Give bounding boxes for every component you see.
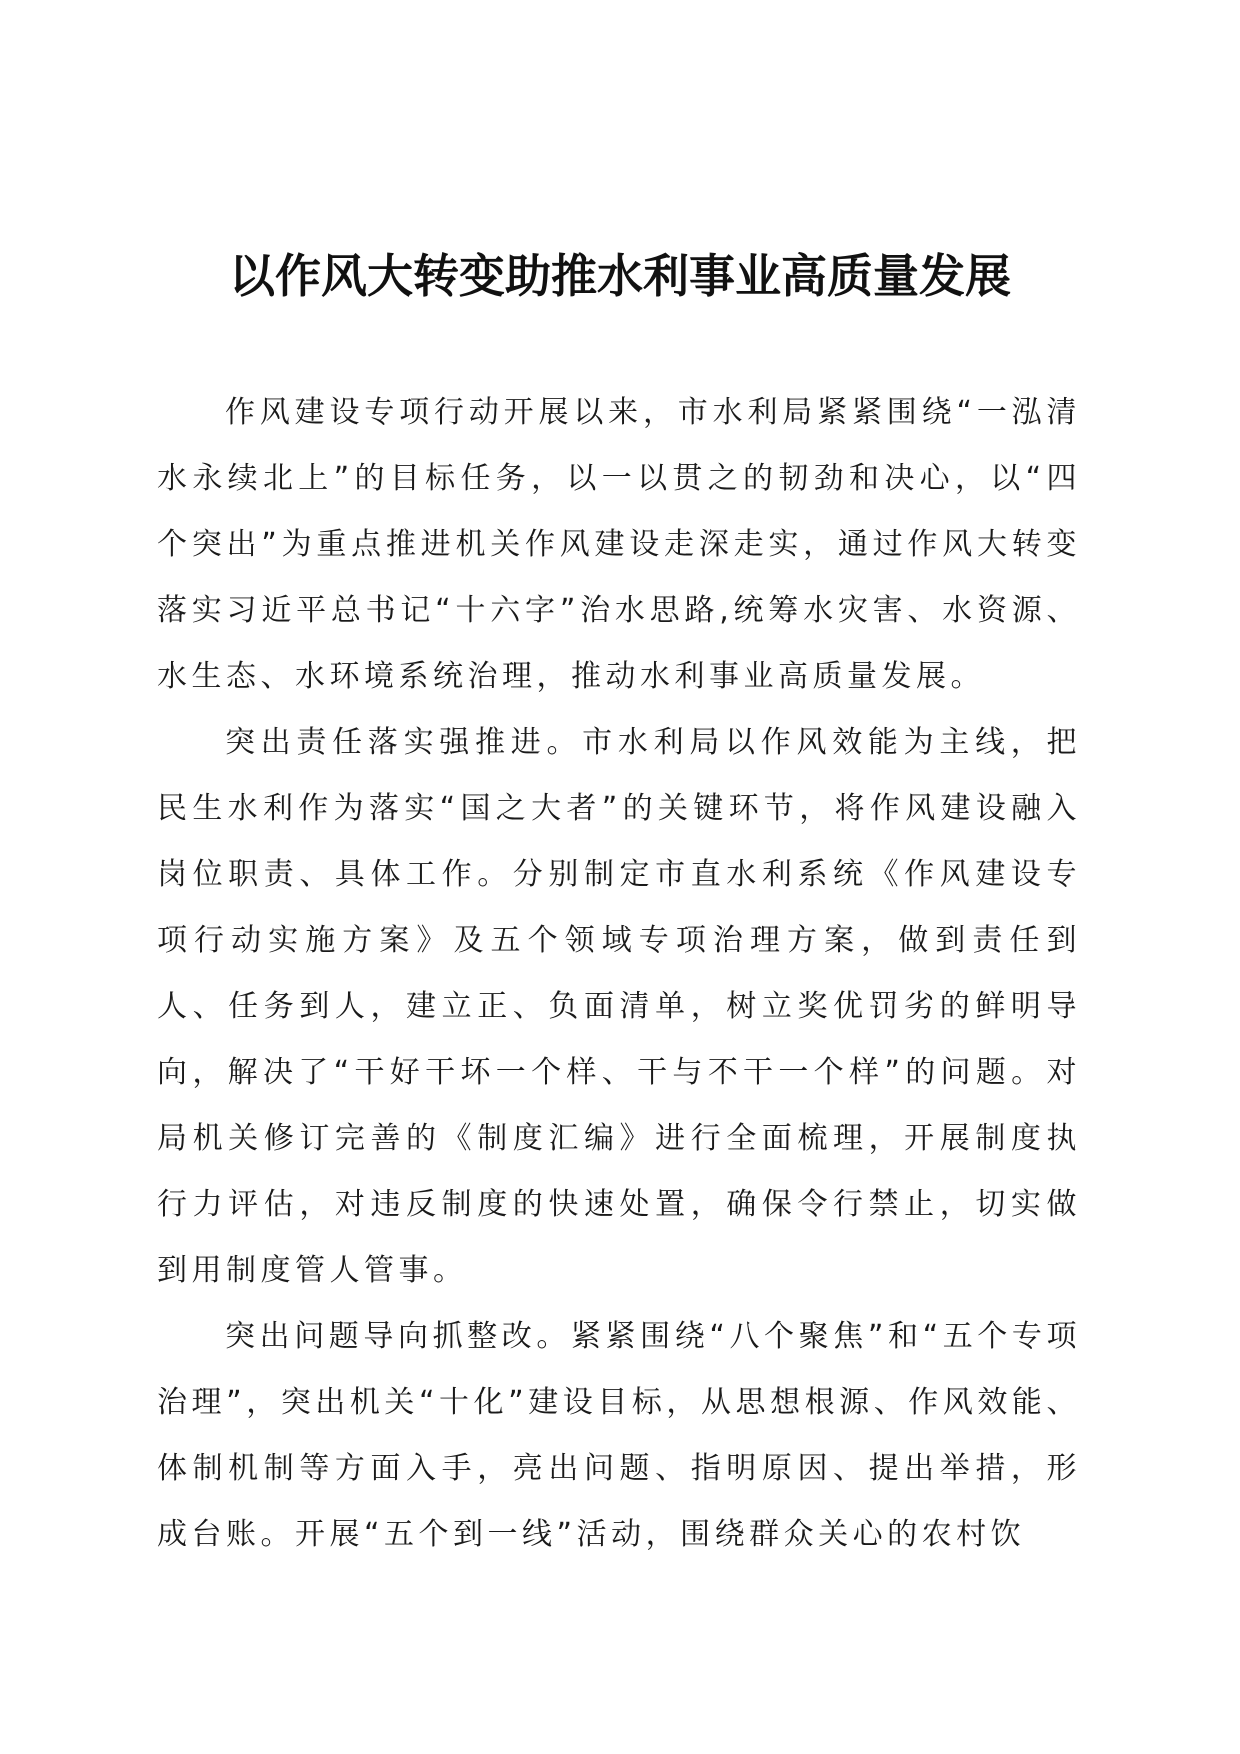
paragraph-intro: 作风建设专项行动开展以来，市水利局紧紧围绕“一泓清水永续北上”的目标任务，以一以贯之的韧劲和决心，以“四个突出”为重点推进机关作风建设走深走实，通过作风大转变落实习近平总书记“十六字”治水思路,统筹水灾害、水资源、水生态、水环境系统治理，推动水利事业高质量发展。 [157,395,1081,694]
paragraph-problem-oriented: 突出问题导向抓整改。紧紧围绕“八个聚焦”和“五个专项治理”，突出机关“十化”建设目标，从思想根源、作风效能、体制机制等方面入手，亮出问题、指明原因、提出举措，形成台账。开展“五个到一线”活动，围绕群众关心的农村饮 [157,1319,1081,1552]
document-body [157,380,1081,1568]
paragraph-responsibility: 突出责任落实强推进。市水利局以作风效能为主线，把民生水利作为落实“国之大者”的关键环节，将作风建设融入岗位职责、具体工作。分别制定市直水利系统《作风建设专项行动实施方案》及五个领域专项治理方案，做到责任到人、任务到人，建立正、负面清单，树立奖优罚劣的鲜明导向，解决了“干好干坏一个样、干与不干一个样”的问题。对局机关修订完善的《制度汇编》进行全面梳理，开展制度执行力评估，对违反制度的快速处置，确保令行禁止，切实做到用制度管人管事。 [157,725,1081,1288]
document-title: 以作风大转变助推水利事业高质量发展 [229,249,1011,303]
